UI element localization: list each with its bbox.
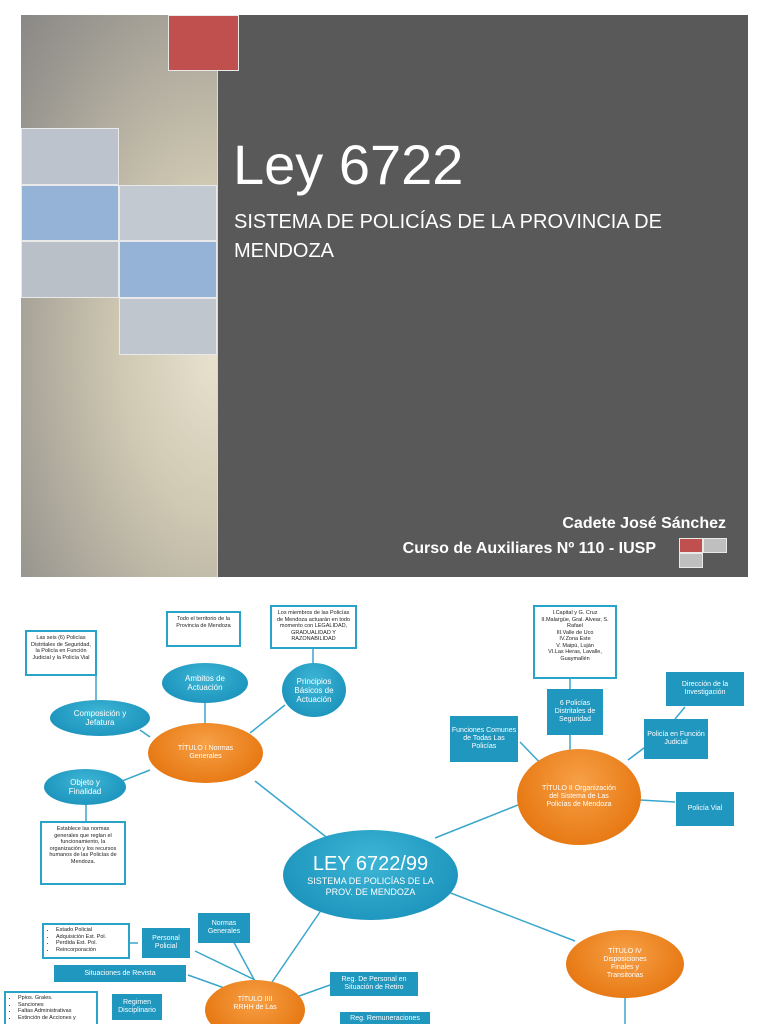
center-title: LEY 6722/99 <box>312 853 429 875</box>
note-principios-text: Los miembros de las Policías de Mendoza actuarán en todo momento con LEGALIDAD, GRADUALIDAD Y RAZONABILIDAD <box>276 610 351 642</box>
center-line1: SISTEMA DE POLICÍAS DE LA <box>307 876 434 886</box>
titulo-4-node <box>566 930 684 998</box>
list-item: • Estado Policial <box>56 927 126 934</box>
distrito-item: II.Malargüe, Gral. Alvear, S. Rafael <box>541 616 609 629</box>
distrito-item: V. Maipú, Luján <box>556 642 594 649</box>
distritales-box <box>547 689 603 735</box>
gray-tile <box>21 128 119 185</box>
judicial-box <box>644 719 708 759</box>
vial-label: Policía Vial <box>687 805 723 812</box>
situaciones-label: Situaciones de Revista <box>84 969 156 977</box>
titulo-4-label: TÍTULO IV Disposiciones Finales y Transitorias <box>603 948 647 979</box>
list-item: • Sanciones <box>18 1002 94 1009</box>
personal-box <box>142 928 190 958</box>
normas-label: Normas Generales <box>207 920 241 935</box>
center-node-ley <box>283 830 458 920</box>
gray-tile <box>21 241 119 298</box>
objeto-label: Objeto y Finalidad <box>68 778 102 796</box>
situaciones-box <box>54 965 186 982</box>
direccion-box <box>666 672 744 706</box>
titulo-3-label: TÍTULO IIII RRHH de Las <box>233 996 277 1011</box>
list-item: • Faltas Administrativas <box>18 1008 94 1015</box>
reg-personal-box <box>330 972 418 996</box>
note-principios <box>270 605 357 649</box>
reg-remuneraciones-box <box>340 1012 430 1024</box>
list-item: • Perdida Est. Pol. <box>56 940 126 947</box>
note-territorio-text: Todo el territorio de la Provincia de Mendoza <box>176 616 231 629</box>
vial-box <box>676 792 734 826</box>
blue-tile <box>119 241 217 298</box>
principios-node <box>282 663 346 717</box>
reg-remuneraciones-label: Reg. Remuneraciones <box>350 1015 420 1022</box>
titulo-1-node <box>148 723 263 783</box>
course-name: Curso de Auxiliares Nº 110 - IUSP <box>402 540 656 557</box>
divider <box>217 15 218 577</box>
note-objeto-text: Establece las normas generales que reglan el funcionamiento, la organización y los recursos humanos de las Policías de Mendoza. <box>49 826 117 865</box>
small-gray-tile <box>679 553 703 568</box>
composicion-label: Composición y Jefatura <box>73 709 127 727</box>
distrito-item: VI.Las Heras, Lavalle, Guaymallén <box>548 649 602 662</box>
note-distritos <box>533 605 617 679</box>
note-objeto <box>40 821 126 885</box>
gray-tile <box>119 185 217 241</box>
titulo-1-label: TÍTULO I Normas Generales <box>177 745 234 760</box>
small-red-tile <box>679 538 703 553</box>
normas-box <box>198 913 250 943</box>
funciones-box <box>450 716 518 762</box>
list-item: • Reincorporación <box>56 947 126 954</box>
principios-label: Principios Básicos de Actuación <box>294 676 334 704</box>
note-personal-items <box>42 923 130 959</box>
note-territorio <box>166 611 241 647</box>
cover-page <box>21 15 748 577</box>
distrito-item: III.Valle de Uco <box>556 629 594 636</box>
list-item: • Ppios. Grales. <box>18 995 94 1002</box>
document-title: Ley 6722 <box>233 133 464 196</box>
blue-tile <box>21 185 119 241</box>
objeto-node <box>44 769 126 805</box>
regimen-box <box>112 994 162 1020</box>
composicion-node <box>50 700 150 736</box>
small-gray-tile <box>703 538 727 553</box>
reg-personal-label: Reg. De Personal en Situación de Retiro <box>341 976 407 991</box>
titulo-2-label: TÍTULO II Organización del Sistema de Las Policías de Mendoza <box>542 785 616 808</box>
distritales-label: 6 Policías Distritales de Seguridad <box>554 700 596 723</box>
note-regimen-items <box>4 991 98 1024</box>
personal-label: Personal Policial <box>152 935 180 950</box>
author-name: Cadete José Sánchez <box>562 515 726 532</box>
funciones-label: Funciones Comunes de Todas Las Policías <box>451 727 517 750</box>
ambitos-label: Ambitos de Actuación <box>184 674 226 692</box>
document-subtitle: SISTEMA DE POLICÍAS DE LA PROVINCIA DE MENDOZA <box>234 211 662 262</box>
list-item: • Adquisición Est. Pol. <box>56 934 126 941</box>
titulo-2-node <box>517 749 641 845</box>
ambitos-node <box>162 663 248 703</box>
list-item: • Extinción de Acciones y <box>18 1015 94 1022</box>
center-line2: PROV. DE MENDOZA <box>325 887 416 897</box>
judicial-label: Policía en Función Judicial <box>647 731 705 746</box>
concept-map <box>0 585 768 1024</box>
note-composicion-text: Las seis (6) Policías Distritales de Seguridad, la Policía en Función Judicial y la Policía Vial <box>31 635 91 661</box>
regimen-label: Regimen Disciplinario <box>118 999 156 1014</box>
distrito-item: IV.Zona Este <box>559 636 591 642</box>
gray-tile <box>119 298 217 355</box>
distrito-item: I.Capital y G. Cruz <box>552 610 598 616</box>
accent-red-tile <box>168 15 239 71</box>
note-composicion <box>25 630 97 676</box>
direccion-label: Dirección de la Investigación <box>681 681 729 696</box>
